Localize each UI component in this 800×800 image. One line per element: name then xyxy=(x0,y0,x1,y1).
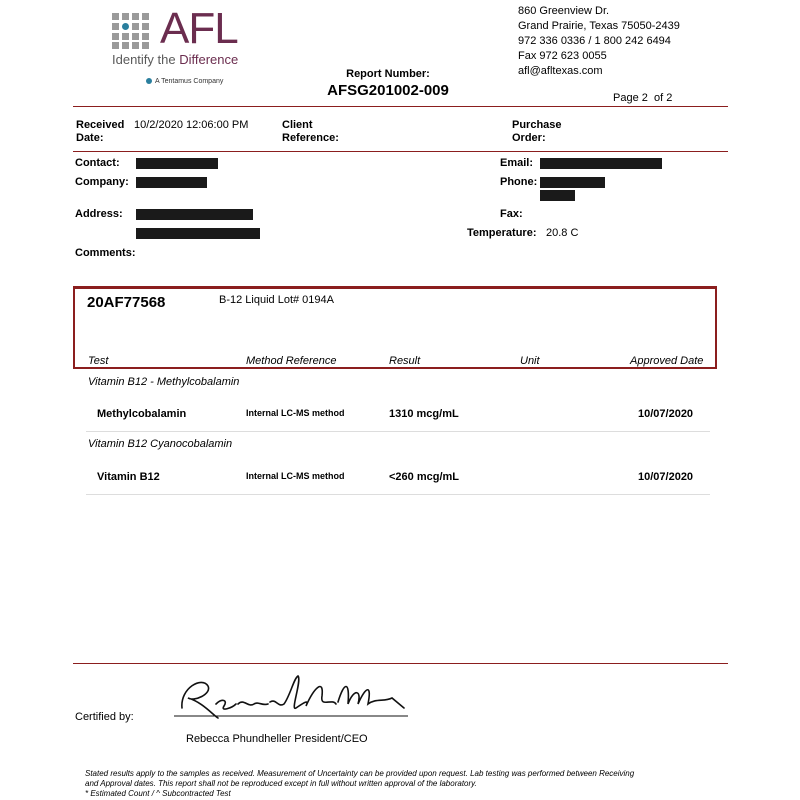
fax-label: Fax: xyxy=(500,208,523,220)
sample-box xyxy=(73,286,717,369)
redaction-bar xyxy=(540,158,662,169)
test-name: Vitamin B12 xyxy=(97,471,160,483)
address-email: afl@afltexas.com xyxy=(518,65,603,77)
page-label: Page xyxy=(613,92,639,104)
group-name: Vitamin B12 Cyanocobalamin xyxy=(88,438,233,450)
contact-label: Contact: xyxy=(75,157,120,169)
address-line: 972 336 0336 / 1 800 242 6494 xyxy=(518,35,671,47)
comments-label: Comments: xyxy=(75,247,136,259)
signature-image xyxy=(172,668,412,724)
disclaimer-line: Stated results apply to the samples as received. Measurement of Uncertainty can be provided upon request. Lab testing was performed between Receiving xyxy=(85,769,635,778)
col-header-result: Result xyxy=(389,355,421,367)
report-number-label: Report Number: xyxy=(346,68,430,80)
signature-text xyxy=(1,1,2,2)
sample-id: 20AF77568 xyxy=(87,294,166,311)
table-row xyxy=(73,403,713,427)
method-reference: Internal LC-MS method xyxy=(246,471,345,481)
redaction-bar xyxy=(136,209,253,220)
group-name: Vitamin B12 - Methylcobalamin xyxy=(88,376,240,388)
report-number: AFSG201002-009 xyxy=(327,82,449,99)
address-line: 860 Greenview Dr. xyxy=(518,5,610,17)
col-header-unit: Unit xyxy=(520,355,540,367)
redaction-bar xyxy=(136,158,218,169)
rule-top xyxy=(73,106,728,107)
redaction-bar xyxy=(540,177,605,188)
col-header-approved-date: Approved Date xyxy=(630,355,704,367)
redaction-bar xyxy=(540,190,575,201)
temperature-value: 20.8 C xyxy=(546,227,579,239)
logo-mark: AFL xyxy=(160,4,238,53)
email-label: Email: xyxy=(500,157,534,169)
result-value: <260 mcg/mL xyxy=(389,471,460,483)
table-row xyxy=(73,466,713,490)
disclaimer xyxy=(85,769,725,799)
tentamus-icon xyxy=(146,78,152,84)
address-line: Grand Prairie, Texas 75050-2439 xyxy=(518,20,680,32)
page-total: 2 xyxy=(666,92,673,104)
method-reference: Internal LC-MS method xyxy=(246,408,345,418)
signer-name-title: Rebecca Phundheller President/CEO xyxy=(186,733,368,745)
sample-description: B-12 Liquid Lot# 0194A xyxy=(219,294,334,306)
disclaimer-legend: * Estimated Count / ^ Subcontracted Test xyxy=(85,789,231,798)
page-of: of xyxy=(654,92,664,104)
logo-tagline-emph: Difference xyxy=(179,52,239,67)
rule-header xyxy=(73,151,728,152)
rule-certification xyxy=(73,663,728,664)
approved-date: 10/07/2020 xyxy=(638,408,694,420)
afl-logo-grid-icon xyxy=(112,13,152,49)
address-line: Fax 972 623 0055 xyxy=(518,50,607,62)
phone-label: Phone: xyxy=(500,176,538,188)
page-current: 2 xyxy=(641,92,648,104)
logo-tagline-prefix: Identify the xyxy=(112,52,180,67)
col-header-method: Method Reference xyxy=(246,355,337,367)
col-header-test: Test xyxy=(88,355,109,367)
page-indicator xyxy=(613,92,672,104)
approved-date: 10/07/2020 xyxy=(638,471,694,483)
logo-tagline xyxy=(112,52,238,67)
received-date-value: 10/2/2020 12:06:00 PM xyxy=(134,119,249,131)
certified-by-label: Certified by: xyxy=(75,711,134,723)
redaction-bar xyxy=(136,177,207,188)
client-reference-label: Client Reference: xyxy=(282,119,339,144)
result-value: 1310 mcg/mL xyxy=(389,408,459,420)
received-date-label: Received Date: xyxy=(76,119,125,144)
redaction-bar xyxy=(136,228,260,239)
row-divider xyxy=(86,494,710,495)
address-label: Address: xyxy=(75,208,123,220)
company-label: Company: xyxy=(75,176,129,188)
lab-address xyxy=(518,4,680,79)
row-divider xyxy=(86,431,710,432)
disclaimer-line: and Approval dates. This report shall not be reproduced except in full without written approval of the laboratory. xyxy=(85,779,477,788)
test-name: Methylcobalamin xyxy=(97,408,187,420)
purchase-order-label: Purchase Order: xyxy=(512,119,562,144)
parent-company: A Tentamus Company xyxy=(155,78,224,85)
temperature-label: Temperature: xyxy=(467,227,537,239)
tentamus-line xyxy=(146,78,223,85)
